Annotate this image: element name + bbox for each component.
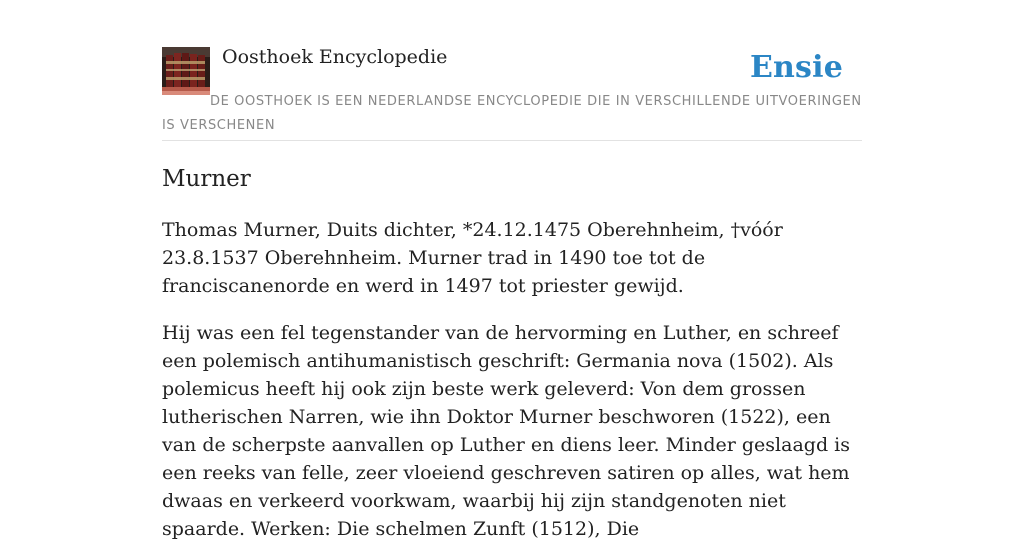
site-title[interactable]: Oosthoek Encyclopedie [222,46,448,68]
avatar[interactable] [162,47,210,95]
site-tagline: DE OOSTHOEK IS EEN NEDERLANDSE ENCYCLOPEDIE DIE IN VERSCHILLENDE UITVOERINGEN IS VERSCHENEN [162,94,862,133]
brand-logo[interactable]: Ensie [749,50,843,85]
article-title: Murner [162,166,251,192]
article-paragraph-1: Thomas Murner, Duits dichter, *24.12.1475 Oberehnheim, †vóór 23.8.1537 Oberehnheim. Murner trad in 1490 toe tot de franciscanenorde en werd in 1497 tot priester gewijd. [162,219,783,297]
article [162,160,862,543]
article-paragraph-2: Hij was een fel tegenstander van de hervorming en Luther, en schreef een polemisch antihumanistisch geschrift: Germania nova (1502). Als polemicus heeft hij ook zijn beste werk geleverd: Von dem grossen lutherischen Narren, wie ihn Doktor Murner beschworen (1522), een van de scherpste aanvallen op Luther en diens leer. Minder geslaagd is een reeks van felle, zeer vloeiend geschreven satiren op alles, wat hem dwaas en verkeerd voorkwam, waarbij hij zijn standgenoten niet spaarde. Werken: Die schelmen Zunft (1512), Die [162,322,850,540]
encyclopedia-books-icon [162,47,210,95]
site-header [162,0,862,141]
